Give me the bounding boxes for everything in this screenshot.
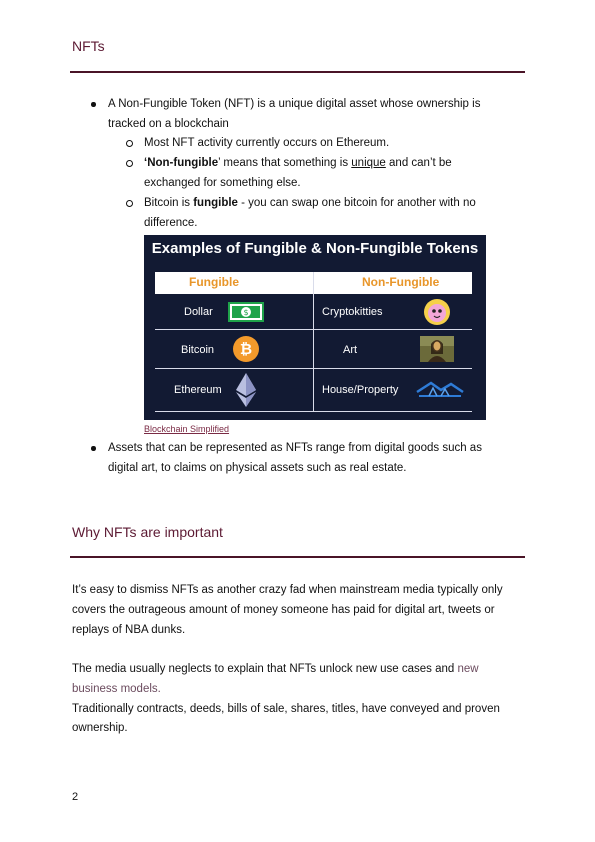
bold-term: Non-fungible: [147, 157, 219, 169]
sub-bullet-line: difference.: [144, 216, 198, 229]
cell-bitcoin: Bitcoin: [181, 344, 215, 356]
mona-lisa-icon: [420, 336, 454, 362]
bullet-line: A Non-Fungible Token (NFT) is a unique digital asset whose ownership is: [108, 98, 481, 110]
section-heading-why-nfts: Why NFTs are important: [72, 524, 223, 540]
accent-text: new: [457, 663, 479, 675]
sub-bullet-text: [144, 154, 452, 194]
bullet-line: Assets that can be represented as NFTs range from digital goods such as: [108, 442, 482, 454]
cell-art: Art: [343, 344, 358, 356]
dollar-bill-icon: [228, 302, 264, 322]
cell-dollar: Dollar: [184, 306, 213, 318]
header-non-fungible: Non-Fungible: [362, 275, 440, 289]
table-divider: [313, 272, 314, 412]
section-heading-nfts: NFTs: [72, 38, 105, 54]
page-number: 2: [72, 791, 79, 803]
bullet-text: [108, 439, 482, 479]
paragraph: [72, 581, 503, 640]
table-row-line: [155, 411, 472, 412]
cell-house-property: House/Property: [322, 384, 399, 396]
house-icon: [415, 380, 465, 400]
table-row-line: [155, 329, 472, 330]
image-title: Examples of Fungible & Non-Fungible Tokens: [151, 240, 479, 257]
heading-rule: [70, 71, 525, 73]
cryptokitty-icon: [423, 298, 451, 326]
header-fungible: Fungible: [189, 275, 239, 289]
bullet-dot: [91, 446, 96, 451]
underlined-term: unique: [351, 157, 386, 169]
paragraph-line: It’s easy to dismiss NFTs as another crazy fad when mainstream media typically only: [72, 584, 503, 596]
text-run: Bitcoin is: [144, 197, 194, 209]
text-run: The media usually neglects to explain that NFTs unlock new use cases and: [72, 663, 458, 675]
paragraph-line: ownership.: [72, 722, 128, 735]
sub-bullet-line: exchanged for something else.: [144, 176, 301, 189]
text-run: - you can swap one bitcoin for another with no: [237, 197, 476, 209]
heading-rule: [70, 556, 525, 558]
bullet-line: tracked on a blockchain: [108, 117, 229, 130]
text-run: ’ means that something is: [218, 157, 352, 169]
sub-bullet-circle: [126, 200, 133, 207]
svg-text:$: $: [243, 308, 249, 317]
sub-bullet-text: [144, 194, 476, 234]
paragraph-line: covers the outrageous amount of money someone has paid for digital art, tweets or: [72, 603, 495, 616]
sub-bullet-text: Most NFT activity currently occurs on Ethereum.: [144, 137, 390, 149]
sub-bullet-line: [144, 154, 452, 174]
sub-bullet-line: [144, 194, 476, 214]
table-row-line: [155, 368, 472, 369]
paragraph-line: replays of NBA dunks.: [72, 623, 186, 636]
cell-cryptokitties: Cryptokitties: [322, 306, 383, 318]
paragraph-line: [72, 660, 500, 680]
paragraph: [72, 660, 500, 739]
cell-ethereum: Ethereum: [174, 384, 222, 396]
bold-term: fungible: [193, 197, 238, 209]
svg-text:₿: ₿: [239, 340, 253, 358]
accent-text: business models.: [72, 682, 161, 695]
fungible-tokens-image: [144, 235, 486, 420]
sub-bullet-circle: [126, 160, 133, 167]
bullet-line: digital art, to claims on physical assets such as real estate.: [108, 461, 407, 474]
bullet-text: [108, 95, 480, 135]
quote: ‘: [144, 157, 148, 169]
sub-bullet-circle: [126, 140, 133, 147]
ethereum-icon: [236, 373, 256, 407]
bitcoin-icon: [232, 335, 260, 363]
paragraph-line: Traditionally contracts, deeds, bills of sale, shares, titles, have conveyed and proven: [72, 702, 500, 715]
token-table: [155, 272, 472, 412]
bullet-dot: [91, 102, 96, 107]
text-run: and can’t be: [385, 157, 452, 169]
source-link[interactable]: Blockchain Simplified: [144, 424, 230, 434]
